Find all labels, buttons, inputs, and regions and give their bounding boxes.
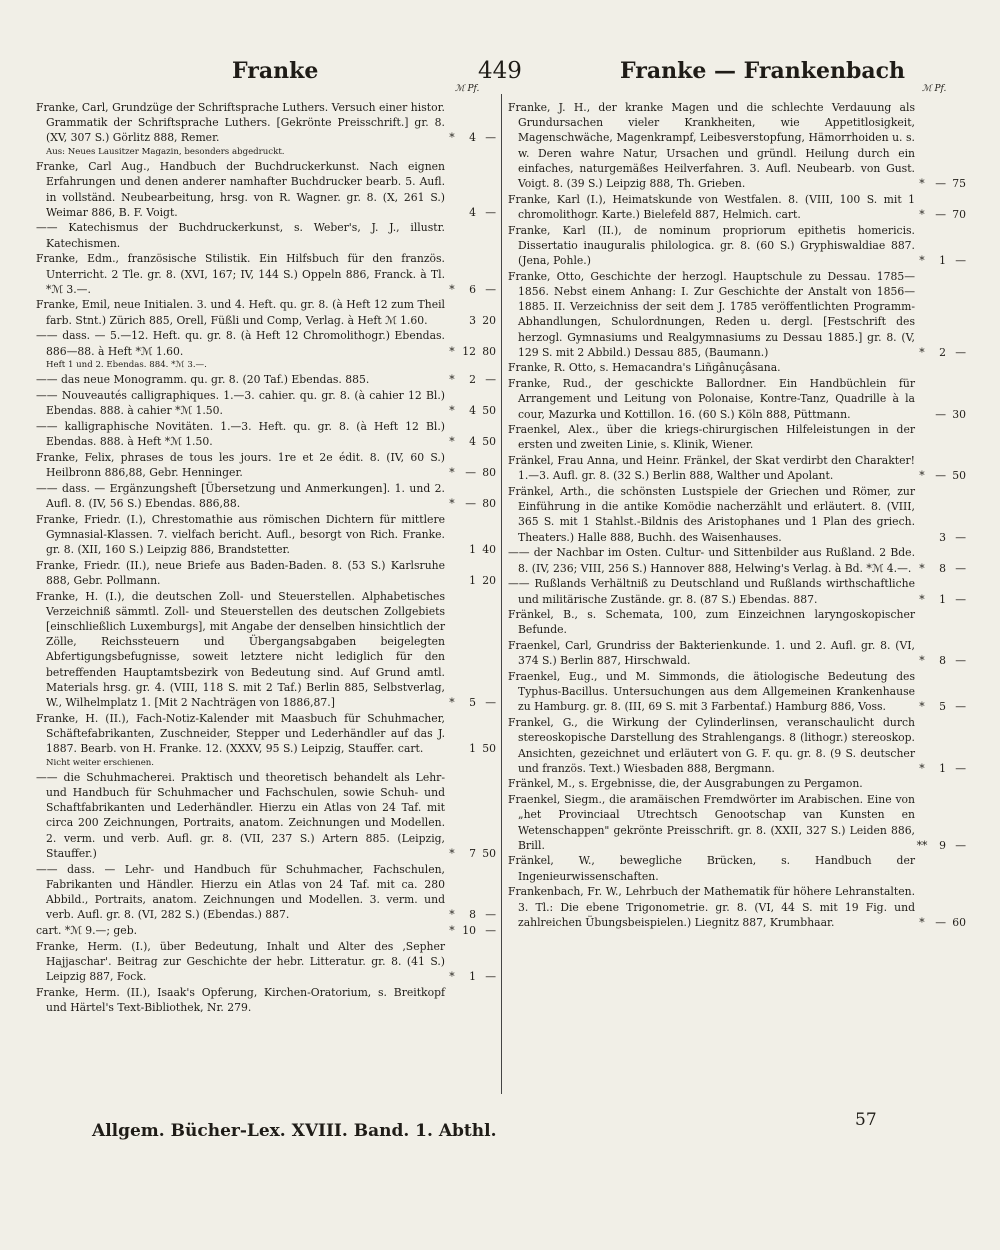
entry-text: —— Rußlands Verhältniß zu Deutschland und Rußlands wirthschaftliche und militärische Zustände. gr. 8. (87 S.) Ebendas. 887. (508, 577, 915, 606)
entry-text: cart. *ℳ 9.—; geb. (36, 923, 138, 937)
price-mark: — (935, 407, 946, 421)
bibliography-entry (36, 711, 496, 757)
price-asterisk: * (449, 131, 455, 145)
entry-text: —— Katechismus der Buchdruckerkunst, s. Weber's, J. J., illustr. Katechismen. (36, 221, 445, 250)
currency-header-left: ℳ Pf. (455, 84, 480, 94)
entry-text: Franke, J. H., der kranke Magen und die schlechte Verdauung als Grundursachen vieler Krankheiten, wie Appetitlosigkeit, Magenschwäche, Magenkrampf, Leibesverstopfung, Hämorrhoiden u. s. w. Deren wahre Natur, Ursachen und gründl. Heilung durch ein einfaches, naturgemäßes Heilverfahren. 3. Aufl. Neubearb. von Gust. Voigt. 8. (39 S.) Leipzig 888, Th. Grieben. (508, 101, 915, 191)
bibliography-entry (36, 159, 496, 220)
price-pfennig: 30 (952, 407, 966, 421)
price-asterisk: * (449, 465, 455, 479)
bibliography-entry (508, 484, 966, 545)
price-asterisk: * (919, 207, 925, 221)
bibliography-entry (36, 512, 496, 558)
entry-text: Franke, Karl (I.), Heimatskunde von Westfalen. 8. (VIII, 100 S. mit 1 chromolithogr. Karte.) Bielefeld 887, Helmich. cart. (508, 192, 915, 221)
price-pfennig: 60 (952, 915, 966, 929)
price-pfennig: 75 (952, 177, 966, 191)
bibliography-entry (36, 297, 496, 327)
entry-text: Fraenkel, Eug., und M. Simmonds, die ätiologische Bedeutung des Typhus-Bacillus. Untersuchungen aus dem Allgemeinen Krankenhause zu Hamburg. gr. 8. (III, 69 S. mit 3 Farbentaf.) Hamburg 886, Voss. (508, 670, 915, 714)
bibliography-entry (508, 223, 966, 269)
price-pfennig: — (955, 592, 966, 606)
bibliography-entry (508, 576, 966, 606)
price-asterisk: * (449, 282, 455, 296)
price-mark: 6 (469, 282, 476, 296)
bibliography-entry (508, 776, 966, 791)
price-asterisk: * (449, 908, 455, 922)
price-mark: 1 (469, 742, 476, 756)
price-pfennig: 40 (482, 542, 496, 556)
entry-text: Franke, Felix, phrases de tous les jours. 1re et 2e édit. 8. (IV, 60 S.) Heilbronn 886,88, Gebr. Henninger. (36, 450, 445, 479)
price-mark: 4 (469, 131, 476, 145)
price-pfennig: 50 (482, 742, 496, 756)
price-mark: 1 (469, 542, 476, 556)
price-mark: — (935, 469, 946, 483)
price-pfennig: — (485, 696, 496, 710)
bibliography-entry (508, 853, 966, 883)
bibliography-entry (36, 923, 496, 938)
price-mark: 1 (939, 592, 946, 606)
price-pfennig: 20 (482, 573, 496, 587)
entry-text: Franke, H. (II.), Fach-Notiz-Kalender mit Maasbuch für Schuhmacher, Schäftefabrikanten, Zuschneider, Stepper und Lederhändler auf das J. 1887. Bearb. von H. Franke. 12. (XXXV, 95 S.) Leipzig, Stauffer. cart. (36, 711, 445, 756)
price-asterisk: * (449, 373, 455, 387)
bibliography-entry (36, 481, 496, 511)
entry-text: —— dass. — Ergänzungsheft [Übersetzung und Anmerkungen]. 1. und 2. Aufl. 8. (IV, 56 S.) Ebendas. 886,88. (36, 481, 445, 510)
price-pfennig: — (955, 700, 966, 714)
price-asterisk: * (449, 496, 455, 510)
price-mark: 3 (469, 313, 476, 327)
footer-signature: Allgem. Bücher-Lex. XVIII. Band. 1. Abthl. (92, 1121, 497, 1141)
price-mark: 9 (939, 838, 946, 852)
bibliography-entry (508, 192, 966, 222)
price-pfennig: — (955, 654, 966, 668)
entry-text: Franke, Friedr. (I.), Chrestomathie aus römischen Dichtern für mittlere Gymnasial-Klassen. 7. vielfach bericht. Aufl., besorgt von Rich. Franke. gr. 8. (XII, 160 S.) Leipzig 886, Brandstetter. (36, 512, 445, 556)
bibliography-entry (36, 589, 496, 711)
price-pfennig: 50 (482, 846, 496, 860)
price-mark: 3 (939, 530, 946, 544)
bibliography-entry (36, 388, 496, 418)
price-pfennig: — (955, 761, 966, 775)
price-asterisk: * (919, 469, 925, 483)
price-asterisk: * (449, 846, 455, 860)
price-pfennig: — (485, 969, 496, 983)
price-pfennig: 80 (482, 496, 496, 510)
entry-note: Heft 1 und 2. Ebendas. 884. *ℳ 3.—. (46, 360, 207, 371)
price-mark: — (935, 177, 946, 191)
price-pfennig: — (955, 254, 966, 268)
price-asterisk: * (919, 700, 925, 714)
entry-text: Frankel, G., die Wirkung der Cylinderlinsen, veranschaulicht durch stereoskopische Darstellung des Strahlengangs. 8 (lithogr.) stereoskop. Ansichten, gezeichnet und erläutert von G. F. qu. gr. 8. (9 S. deutscher und französ. Text.) Wiesbaden 888, Bergmann. (508, 716, 915, 775)
bibliography-entry (508, 715, 966, 776)
price-mark: 1 (939, 254, 946, 268)
price-pfennig: — (955, 561, 966, 575)
price-mark: 7 (469, 846, 476, 860)
entry-note: Nicht weiter erschienen. (46, 757, 155, 768)
entry-text: Fränkel, Arth., die schönsten Lustspiele der Griechen und Römer, zur Einführung in die antike Komödie nacherzählt und erläutert. 8. (VIII, 365 S. mit 1 Stahlst.-Bildnis des Aristophanes und 1 Plan des griech. Theaters.) Halle 888, Buchh. des Waisenhauses. (508, 485, 915, 544)
running-head-left: Franke (232, 58, 319, 84)
bibliography-entry (508, 269, 966, 360)
price-asterisk: * (919, 254, 925, 268)
bibliography-entry (36, 100, 496, 146)
entry-text: Fränkel, W., bewegliche Brücken, s. Handbuch der Ingenieurwissenschaften. (508, 854, 915, 883)
price-asterisk: * (919, 592, 925, 606)
price-pfennig: — (955, 838, 966, 852)
bibliography-entry (508, 638, 966, 668)
price-mark: 2 (469, 373, 476, 387)
bibliography-entry (36, 862, 496, 923)
price-mark: 5 (469, 696, 476, 710)
bibliography-entry (36, 558, 496, 588)
bibliography-entry (508, 376, 966, 422)
bibliography-entry (36, 939, 496, 985)
bibliography-entry (36, 251, 496, 297)
price-asterisk: * (919, 345, 925, 359)
entry-text: —— dass. — 5.—12. Heft. qu. gr. 8. (à Heft 12 Chromolithogr.) Ebendas. 886—88. à Heft *ℳ 1.60. (36, 329, 445, 358)
price-asterisk: ** (916, 838, 928, 852)
bibliography-entry (36, 770, 496, 861)
entry-text: Franke, R. Otto, s. Hemacandra's Liñgânuçâsana. (508, 361, 781, 375)
entry-text: Franke, Rud., der geschickte Ballordner. Ein Handbüchlein für Arrangement und Leitung von Polonaise, Kontre-Tanz, Quadrille à la cour, Mazurka und Kottillon. 16. (60 S.) Köln 888, Püttmann. (508, 377, 915, 421)
price-pfennig: — (955, 530, 966, 544)
price-pfennig: 20 (482, 313, 496, 327)
entry-text: Franke, H. (I.), die deutschen Zoll- und Steuerstellen. Alphabetisches Verzeichniß sämmtl. Zoll- und Steuerstellen des deutschen Zollgebiets [einschließlich Luxemburgs], mit Angabe der denselben hinsichtlich der Zölle, Reichssteuern und Übergangsabgaben beigelegten Abfertigungsbefugnisse, soweit letztere nicht lediglich für den betreffenden Hauptamtsbezirk von Bedeutung sind. Auf Grund amtl. Materials hrsg. gr. 4. (VIII, 118 S. mit 2 Taf.) Berlin 885, Selbstverlag, W., Wilhelmplatz 1. [Mit 2 Nachträgen von 1886,87.] (36, 589, 445, 710)
bibliography-entry (508, 792, 966, 853)
price-pfennig: — (485, 205, 496, 219)
bibliography-entry (508, 545, 966, 575)
price-pfennig: — (485, 373, 496, 387)
price-mark: 5 (939, 700, 946, 714)
bibliography-entry (36, 419, 496, 449)
entry-text: Franke, Friedr. (II.), neue Briefe aus Baden-Baden. 8. (53 S.) Karlsruhe 888, Gebr. Pollmann. (36, 558, 445, 587)
price-asterisk: * (919, 761, 925, 775)
entry-text: Fränkel, M., s. Ergebnisse, die, der Ausgrabungen zu Pergamon. (508, 777, 863, 791)
entry-text: Franke, Edm., französische Stilistik. Ein Hilfsbuch für den französ. Unterricht. 2 Tle. gr. 8. (XVI, 167; IV, 144 S.) Oppeln 886, Franck. à Tl. *ℳ 3.—. (36, 252, 445, 296)
price-asterisk: * (919, 915, 925, 929)
price-mark: — (465, 465, 476, 479)
entry-text: Franke, Emil, neue Initialen. 3. und 4. Heft. qu. gr. 8. (à Heft 12 zum Theil farb. Stnt.) Zürich 885, Orell, Füßli und Comp, Verlag. à Heft ℳ 1.60. (36, 298, 445, 327)
entry-text: Frankenbach, Fr. W., Lehrbuch der Mathematik für höhere Lehranstalten. 3. Tl.: Die ebene Trigonometrie. gr. 8. (VI, 44 S. mit 19 Fig. und zahlreichen Übungsbeispielen.) Liegnitz 887, Krumbhaar. (508, 885, 915, 929)
price-asterisk: * (449, 923, 455, 937)
bibliography-entry (36, 372, 496, 387)
currency-header-right: ℳ Pf. (922, 84, 947, 94)
entry-text: Fränkel, Frau Anna, und Heinr. Fränkel, der Skat verdirbt den Charakter! 1.—3. Aufl. gr. 8. (32 S.) Berlin 888, Walther und Apolant. (508, 454, 915, 483)
bibliography-entry (508, 884, 966, 930)
entry-text: Franke, Herm. (II.), Isaak's Opferung, Kirchen-Oratorium, s. Breitkopf und Härtel's Text-Bibliothek, Nr. 279. (36, 985, 445, 1014)
price-pfennig: 70 (952, 207, 966, 221)
entry-text: Fraenkel, Alex., über die kriegs-chirurgischen Hilfeleistungen in der ersten und zweiten Linie, s. Klinik, Wiener. (508, 423, 915, 452)
price-mark: — (935, 207, 946, 221)
price-mark: 1 (939, 761, 946, 775)
price-mark: — (935, 915, 946, 929)
price-mark: 10 (462, 923, 476, 937)
footer-sheet-number: 57 (855, 1110, 877, 1130)
entry-text: Fränkel, B., s. Schemata, 100, zum Einzeichnen laryngoskopischer Befunde. (508, 608, 915, 637)
price-mark: 1 (469, 969, 476, 983)
price-asterisk: * (449, 696, 455, 710)
entry-text: Fraenkel, Carl, Grundriss der Bakterienkunde. 1. und 2. Aufl. gr. 8. (VI, 374 S.) Berlin 887, Hirschwald. (508, 639, 915, 668)
price-mark: 8 (939, 561, 946, 575)
bibliography-entry (36, 328, 496, 358)
price-pfennig: — (955, 345, 966, 359)
entry-text: —— die Schuhmacherei. Praktisch und theoretisch behandelt als Lehr- und Handbuch für Schuhmacher und Fachschulen, sowie Schuh- und Schaftfabrikanten und Lederhändler. Hierzu ein Atlas von 24 Taf. mit circa 200 Zeichnungen, Portraits, anatom. Zeichnungen und Modellen. 2. verm. und verb. Aufl. gr. 8. (VII, 237 S.) Artern 885. (Leipzig, Stauffer.) (36, 770, 445, 860)
entry-note: Aus: Neues Lausitzer Magazin, besonders abgedruckt. (46, 147, 285, 158)
entry-text: —— kalligraphische Novitäten. 1.—3. Heft. qu. gr. 8. (à Heft 12 Bl.) Ebendas. 888. à Heft *ℳ 1.50. (36, 419, 445, 449)
entry-text: —— der Nachbar im Osten. Cultur- und Sittenbilder aus Rußland. 2 Bde. 8. (IV, 236; VIII, 256 S.) Hannover 888, Helwing's Verlag. à Bd. *ℳ 4.—. (508, 546, 915, 575)
page-number: 449 (478, 58, 522, 84)
price-pfennig: 80 (482, 465, 496, 479)
bibliography-entry (508, 607, 966, 637)
price-asterisk: * (449, 969, 455, 983)
bibliography-entry (36, 985, 496, 1015)
price-asterisk: * (449, 404, 455, 418)
entry-text: Franke, Otto, Geschichte der herzogl. Hauptschule zu Dessau. 1785—1856. Nebst einem Anhang: I. Zur Geschichte der Anstalt von 1856—1885. II. Verzeichniss der seit dem J. 1785 veröffentlichten Programm-Abhandlungen, Schulordnungen, Reden u. dergl. [Festschrift des herzogl. Gymnasiums und Realgymnasiums zu Dessau 1885.] gr. 8. (V, 129 S. mit 2 Abbild.) Dessau 885, (Baumann.) (508, 269, 915, 359)
entry-text: —— dass. — Lehr- und Handbuch für Schuhmacher, Fachschulen, Fabrikanten und Händler. Hierzu ein Atlas von 24 Taf. mit ca. 280 Abbild., Portraits, anatom. Zeichnungen und Modellen. 3. verm. und verb. Aufl. gr. 8. (VI, 282 S.) (Ebendas.) 887. (36, 862, 445, 922)
bibliography-entry (508, 422, 966, 452)
entry-text: —— das neue Monogramm. qu. gr. 8. (20 Taf.) Ebendas. 885. (36, 373, 370, 387)
bibliography-entry (508, 100, 966, 191)
price-pfennig: — (485, 923, 496, 937)
entry-text: —— Nouveautés calligraphiques. 1.—3. cahier. qu. gr. 8. (à cahier 12 Bl.) Ebendas. 888. à cahier *ℳ 1.50. (36, 388, 445, 418)
entry-text: Franke, Karl (II.), de nominum propriorum epithetis homericis. Dissertatio inauguralis philologica. gr. 8. (60 S.) Gryphiswaldiae 887. (Jena, Pohle.) (508, 223, 915, 268)
price-asterisk: * (449, 435, 455, 449)
price-asterisk: * (449, 344, 455, 358)
price-mark: 12 (462, 344, 476, 358)
bibliography-entry (508, 669, 966, 715)
right-column (508, 100, 966, 930)
price-mark: — (465, 496, 476, 510)
price-pfennig: — (485, 908, 496, 922)
bibliography-entry (508, 453, 966, 483)
bibliography-entry (36, 220, 496, 250)
left-column (36, 100, 496, 1016)
price-pfennig: 80 (482, 344, 496, 358)
entry-text: Franke, Carl, Grundzüge der Schriftsprache Luthers. Versuch einer histor. Grammatik der Schriftsprache Luthers. [Gekrönte Preisschrift.] gr. 8. (XV, 307 S.) Görlitz 888, Remer. (36, 101, 445, 145)
running-head-right: Franke — Frankenbach (620, 58, 905, 84)
bibliography-entry (36, 450, 496, 480)
price-pfennig: 50 (952, 469, 966, 483)
entry-text: Franke, Herm. (I.), über Bedeutung, Inhalt und Alter des ‚Sepher Hajjaschar'. Beitrag zur Geschichte der hebr. Litteratur. gr. 8. (41 S.) Leipzig 887, Fock. (36, 939, 445, 983)
price-mark: 4 (469, 435, 476, 449)
price-mark: 2 (939, 345, 946, 359)
bibliography-entry (508, 360, 966, 375)
price-pfennig: — (485, 282, 496, 296)
price-asterisk: * (919, 177, 925, 191)
price-mark: 1 (469, 573, 476, 587)
price-pfennig: 50 (482, 404, 496, 418)
price-mark: 8 (939, 654, 946, 668)
price-pfennig: — (485, 131, 496, 145)
price-asterisk: * (919, 561, 925, 575)
price-asterisk: * (919, 654, 925, 668)
column-divider (501, 94, 502, 1094)
price-mark: 8 (469, 908, 476, 922)
entry-text: Franke, Carl Aug., Handbuch der Buchdruckerkunst. Nach eignen Erfahrungen und denen anderer namhafter Buchdrucker bearb. 5. Aufl. in vollständ. Neubearbeitung, hrsg. von R. Wagner. gr. 8. (X, 261 S.) Weimar 886, B. F. Voigt. (36, 160, 445, 219)
price-pfennig: 50 (482, 435, 496, 449)
price-mark: 4 (469, 404, 476, 418)
entry-text: Fraenkel, Siegm., die aramäischen Fremdwörter im Arabischen. Eine von „het Provinciaal Utrechtsch Genootschap van Kunsten en Wetenschappen" gekrönte Preisschrift. gr. 8. (XXII, 327 S.) Leiden 886, Brill. (508, 793, 915, 852)
price-mark: 4 (469, 205, 476, 219)
